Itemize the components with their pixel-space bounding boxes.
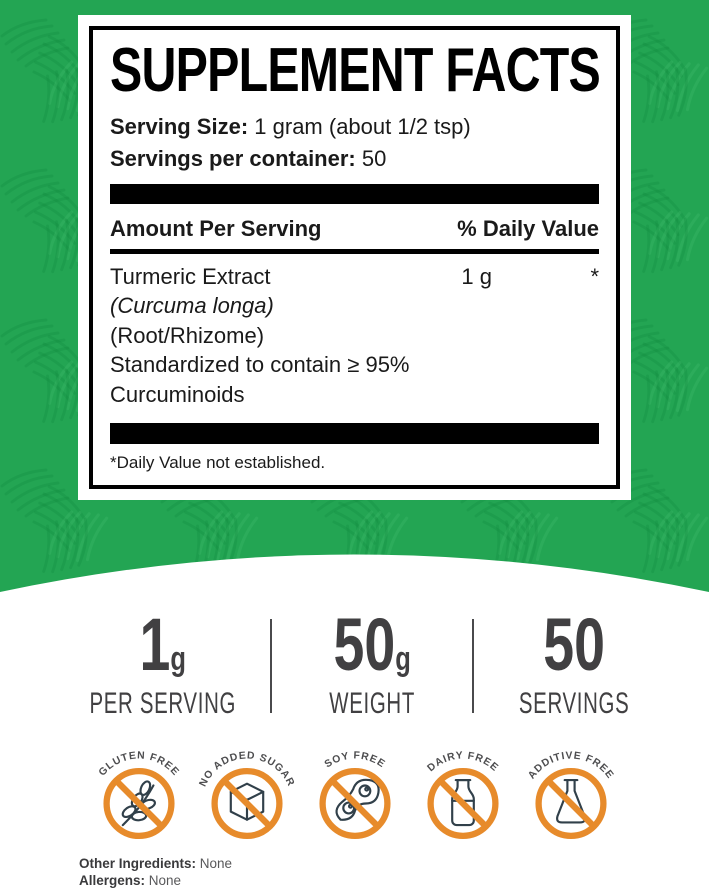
- ingredient-standardization-line1: Standardized to contain ≥ 95%: [110, 352, 410, 378]
- wave-curve: [0, 510, 709, 600]
- stat-per-serving-label: PER SERVING: [88, 687, 236, 720]
- serving-size-label: Serving Size:: [110, 113, 249, 139]
- allergens-line: [79, 872, 709, 889]
- allergens-value: None: [148, 873, 182, 888]
- badge-soy-free: [301, 735, 409, 845]
- stat-weight-label: WEIGHT: [329, 687, 415, 720]
- servings-label: Servings per container:: [110, 145, 356, 171]
- servings-per-container-row: [110, 143, 599, 175]
- serving-size-row: [110, 111, 599, 143]
- daily-value-header: % Daily Value: [457, 215, 599, 241]
- svg-text:ADDITIVE FREE: [526, 750, 615, 781]
- ingredient-daily-value: *: [590, 263, 599, 289]
- serving-size-value: 1 gram (about 1/2 tsp): [254, 113, 471, 139]
- badge-gluten-free: [85, 735, 193, 845]
- allergens-label: Allergens:: [79, 873, 146, 888]
- free-from-badges-row: [0, 735, 709, 845]
- supplement-facts-card: [78, 15, 631, 500]
- stat-weight: [272, 603, 472, 720]
- separator-bar-bottom: [110, 423, 599, 444]
- prohibition-sign: [214, 771, 279, 836]
- ingredient-plant-part: (Root/Rhizome): [110, 322, 265, 348]
- stat-number: 50: [333, 603, 396, 686]
- stat-unit: g: [169, 640, 186, 678]
- supplement-facts-panel: [89, 26, 620, 489]
- amount-per-serving-header: Amount Per Serving: [110, 215, 322, 241]
- ingredient-latin-name: (Curcuma longa): [110, 293, 274, 319]
- separator-bar-top: [110, 184, 599, 204]
- ingredient-name: Turmeric Extract: [110, 263, 271, 289]
- soy-pod-icon: [336, 780, 378, 820]
- stat-unit: g: [395, 640, 411, 678]
- panel-title: SUPPLEMENT FACTS: [110, 36, 600, 105]
- stat-servings-value: [499, 603, 649, 690]
- badge-additive-free: [517, 735, 625, 845]
- table-header-row: [110, 215, 599, 243]
- badge-curved-label: SOY FREE: [322, 750, 387, 771]
- stat-per-serving: [55, 603, 271, 720]
- servings-value: 50: [361, 145, 387, 171]
- header-rule: [110, 249, 599, 254]
- other-ingredients-label: Other Ingredients:: [79, 856, 197, 871]
- badge-curved-label: NO ADDED SUGAR: [197, 750, 296, 789]
- badge-curved-label: GLUTEN FREE: [96, 750, 181, 779]
- stat-number: 1: [139, 603, 170, 686]
- other-ingredients-value: None: [199, 856, 233, 871]
- svg-text:SOY FREE: [322, 750, 386, 770]
- stats-row: [35, 603, 675, 720]
- prohibition-sign: [322, 771, 387, 836]
- ingredient-row: [110, 262, 599, 292]
- stat-number: 50: [543, 603, 606, 686]
- badge-curved-label: DAIRY FREE: [425, 750, 500, 775]
- other-ingredients-line: [79, 855, 709, 872]
- stat-weight-value: [297, 603, 447, 690]
- badge-curved-label: ADDITIVE FREE: [525, 750, 616, 782]
- daily-value-footnote: *Daily Value not established.: [110, 453, 326, 473]
- ingredient-standardization-line2: Curcuminoids: [110, 381, 245, 407]
- stat-servings: [474, 603, 674, 720]
- ingredient-amount: 1 g: [461, 263, 492, 289]
- prohibition-sign: [106, 771, 171, 836]
- badge-no-added-sugar: [193, 735, 301, 845]
- stat-servings-label: SERVINGS: [519, 687, 630, 720]
- stat-per-serving-value: [81, 603, 243, 690]
- ingredient-block: [110, 262, 599, 410]
- footer-ingredients: [0, 855, 709, 889]
- badge-dairy-free: [409, 735, 517, 845]
